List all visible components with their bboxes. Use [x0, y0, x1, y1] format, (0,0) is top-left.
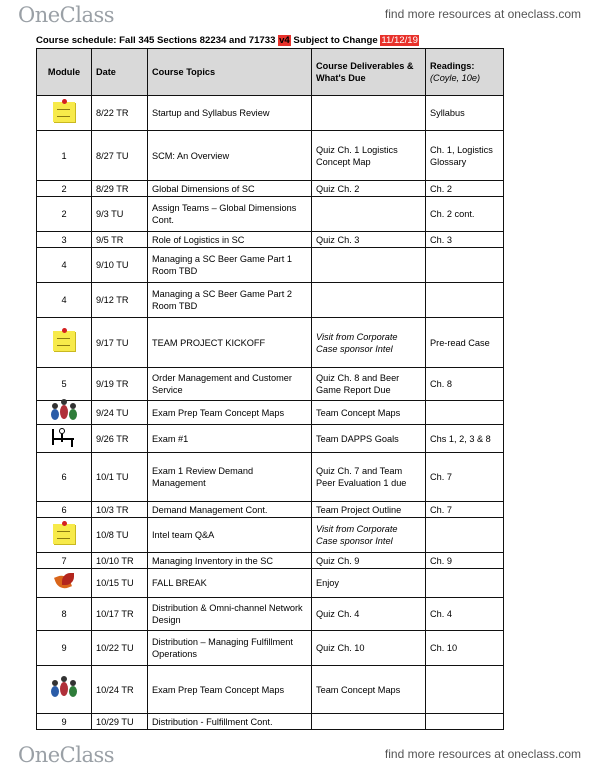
table-row: [37, 569, 504, 598]
date-cell: 9/19 TR: [92, 368, 148, 401]
deliverable-cell: [312, 248, 426, 283]
module-cell: [37, 248, 92, 283]
exam-desk-icon: [52, 427, 76, 447]
module-cell: [37, 368, 92, 401]
reading-cell: [426, 401, 504, 425]
sticky-note-icon: [53, 524, 75, 544]
module-cell: [37, 401, 92, 425]
date-cell: 10/24 TR: [92, 666, 148, 714]
topic-cell: SCM: An Overview: [148, 131, 312, 181]
title-subject: Subject to Change: [290, 35, 381, 46]
module-cell: [37, 283, 92, 318]
deliverable-cell: Visit from Corporate Case sponsor Intel: [312, 318, 426, 368]
table-row: [37, 232, 504, 248]
date-cell: 10/1 TU: [92, 453, 148, 502]
topic-cell: Managing a SC Beer Game Part 2 Room TBD: [148, 283, 312, 318]
reading-cell: Ch. 7: [426, 502, 504, 518]
date-cell: 8/27 TU: [92, 131, 148, 181]
header-deliverables: Course Deliverables & What's Due: [312, 49, 426, 96]
module-cell: [37, 197, 92, 232]
topic-cell: Order Management and Customer Service: [148, 368, 312, 401]
module-number: 4: [61, 260, 67, 270]
module-cell: [37, 598, 92, 631]
deliverable-cell: Team Concept Maps: [312, 401, 426, 425]
resources-link[interactable]: find more resources at oneclass.com: [384, 7, 581, 21]
schedule-title: [36, 35, 556, 46]
deliverable-cell: Quiz Ch. 2: [312, 181, 426, 197]
table-row: [37, 425, 504, 453]
reading-cell: [426, 569, 504, 598]
table-row: [37, 248, 504, 283]
topic-cell: Distribution & Omni-channel Network Design: [148, 598, 312, 631]
table-row: [37, 401, 504, 425]
topic-cell: Distribution - Fulfillment Cont.: [148, 714, 312, 730]
reading-cell: Ch. 3: [426, 232, 504, 248]
module-number: 9: [61, 643, 67, 653]
module-number: 6: [61, 504, 67, 515]
reading-cell: Ch. 2: [426, 181, 504, 197]
module-cell: [37, 318, 92, 368]
sticky-note-icon: [53, 102, 75, 122]
table-row: [37, 131, 504, 181]
table-row: [37, 666, 504, 714]
topic-cell: Managing Inventory in the SC: [148, 553, 312, 569]
topic-cell: Role of Logistics in SC: [148, 232, 312, 248]
date-cell: 10/22 TU: [92, 631, 148, 666]
deliverable-cell: Team Project Outline: [312, 502, 426, 518]
table-row: [37, 631, 504, 666]
module-cell: [37, 131, 92, 181]
module-number: 7: [61, 555, 67, 566]
date-cell: 9/24 TU: [92, 401, 148, 425]
autumn-leaf-icon: [54, 572, 74, 592]
revision-date: 11/12/19: [381, 35, 418, 46]
date-cell: 10/17 TR: [92, 598, 148, 631]
module-number: 1: [61, 150, 67, 161]
date-cell: 8/22 TR: [92, 96, 148, 131]
team-people-icon: [50, 401, 78, 421]
oneclass-logo[interactable]: OneClass: [18, 3, 115, 27]
table-row: [37, 318, 504, 368]
module-number: 2: [61, 209, 67, 219]
table-row: [37, 502, 504, 518]
table-row: [37, 283, 504, 318]
deliverable-cell: Enjoy: [312, 569, 426, 598]
module-cell: [37, 96, 92, 131]
deliverable-cell: Quiz Ch. 8 and Beer Game Report Due: [312, 368, 426, 401]
topic-cell: Distribution – Managing Fulfillment Operations: [148, 631, 312, 666]
module-number: 3: [61, 234, 67, 245]
reading-cell: [426, 714, 504, 730]
module-cell: [37, 502, 92, 518]
date-cell: 10/3 TR: [92, 502, 148, 518]
topic-cell: Startup and Syllabus Review: [148, 96, 312, 131]
reading-cell: Pre-read Case: [426, 318, 504, 368]
module-cell: [37, 453, 92, 502]
table-row: [37, 368, 504, 401]
date-cell: 10/15 TU: [92, 569, 148, 598]
module-cell: [37, 714, 92, 730]
schedule-table: [36, 48, 504, 730]
date-cell: 10/29 TU: [92, 714, 148, 730]
reading-cell: Ch. 4: [426, 598, 504, 631]
deliverable-cell: Quiz Ch. 3: [312, 232, 426, 248]
topic-cell: Assign Teams – Global Dimensions Cont.: [148, 197, 312, 232]
reading-cell: Ch. 1, Logistics Glossary: [426, 131, 504, 181]
reading-cell: Ch. 8: [426, 368, 504, 401]
title-prefix: Course schedule: Fall 345 Sections 82234 and 71733: [36, 35, 279, 46]
reading-cell: Ch. 2 cont.: [426, 197, 504, 232]
topic-cell: Global Dimensions of SC: [148, 181, 312, 197]
deliverable-cell: [312, 283, 426, 318]
deliverable-cell: Quiz Ch. 1 Logistics Concept Map: [312, 131, 426, 181]
header-topics: Course Topics: [148, 49, 312, 96]
reading-cell: [426, 248, 504, 283]
module-number: 2: [61, 183, 67, 194]
topic-cell: Managing a SC Beer Game Part 1 Room TBD: [148, 248, 312, 283]
date-cell: 10/10 TR: [92, 553, 148, 569]
header-readings-label: Readings:: [430, 61, 475, 71]
topic-cell: Exam Prep Team Concept Maps: [148, 666, 312, 714]
deliverable-cell: [312, 714, 426, 730]
date-cell: 9/12 TR: [92, 283, 148, 318]
table-row: [37, 553, 504, 569]
table-row: [37, 96, 504, 131]
reading-cell: [426, 518, 504, 553]
topic-cell: TEAM PROJECT KICKOFF: [148, 318, 312, 368]
topic-cell: Exam #1: [148, 425, 312, 453]
reading-cell: [426, 666, 504, 714]
reading-cell: Chs 1, 2, 3 & 8: [426, 425, 504, 453]
reading-cell: [426, 283, 504, 318]
module-number: 6: [61, 472, 67, 482]
topic-cell: FALL BREAK: [148, 569, 312, 598]
date-cell: 10/8 TU: [92, 518, 148, 553]
date-cell: 9/17 TU: [92, 318, 148, 368]
topic-cell: Exam Prep Team Concept Maps: [148, 401, 312, 425]
date-cell: 9/10 TU: [92, 248, 148, 283]
date-cell: 9/5 TR: [92, 232, 148, 248]
reading-cell: Ch. 9: [426, 553, 504, 569]
table-row: [37, 714, 504, 730]
deliverable-cell: [312, 197, 426, 232]
module-number: 8: [61, 609, 67, 619]
table-header-row: [37, 49, 504, 96]
deliverable-cell: Team Concept Maps: [312, 666, 426, 714]
date-cell: 9/26 TR: [92, 425, 148, 453]
date-cell: 9/3 TU: [92, 197, 148, 232]
module-cell: [37, 666, 92, 714]
deliverable-cell: Team DAPPS Goals: [312, 425, 426, 453]
module-cell: [37, 181, 92, 197]
header-module: Module: [37, 49, 92, 96]
deliverable-cell: Quiz Ch. 7 and Team Peer Evaluation 1 due: [312, 453, 426, 502]
sticky-note-icon: [53, 331, 75, 351]
module-cell: [37, 631, 92, 666]
topic-cell: Exam 1 Review Demand Management: [148, 453, 312, 502]
version-highlight: v4: [279, 35, 290, 46]
module-cell: [37, 232, 92, 248]
deliverable-cell: Quiz Ch. 10: [312, 631, 426, 666]
branding-header: [0, 0, 595, 30]
table-row: [37, 197, 504, 232]
module-cell: [37, 518, 92, 553]
table-row: [37, 518, 504, 553]
reading-cell: Syllabus: [426, 96, 504, 131]
date-cell: 8/29 TR: [92, 181, 148, 197]
module-cell: [37, 425, 92, 453]
resources-link-footer[interactable]: find more resources at oneclass.com: [384, 747, 581, 761]
header-readings-sub: (Coyle, 10e): [430, 73, 481, 83]
header-readings: [426, 49, 504, 96]
team-people-icon: [50, 678, 78, 698]
module-number: 4: [61, 295, 67, 305]
module-number: 5: [61, 379, 67, 389]
module-cell: [37, 553, 92, 569]
topic-cell: Intel team Q&A: [148, 518, 312, 553]
module-cell: [37, 569, 92, 598]
branding-footer: [0, 740, 595, 770]
deliverable-cell: Quiz Ch. 9: [312, 553, 426, 569]
oneclass-logo-footer[interactable]: OneClass: [18, 743, 115, 767]
deliverable-cell: Quiz Ch. 4: [312, 598, 426, 631]
deliverable-cell: [312, 96, 426, 131]
table-row: [37, 598, 504, 631]
header-date: Date: [92, 49, 148, 96]
reading-cell: Ch. 7: [426, 453, 504, 502]
topic-cell: Demand Management Cont.: [148, 502, 312, 518]
deliverable-cell: Visit from Corporate Case sponsor Intel: [312, 518, 426, 553]
table-row: [37, 181, 504, 197]
reading-cell: Ch. 10: [426, 631, 504, 666]
module-number: 9: [61, 716, 67, 727]
table-row: [37, 453, 504, 502]
